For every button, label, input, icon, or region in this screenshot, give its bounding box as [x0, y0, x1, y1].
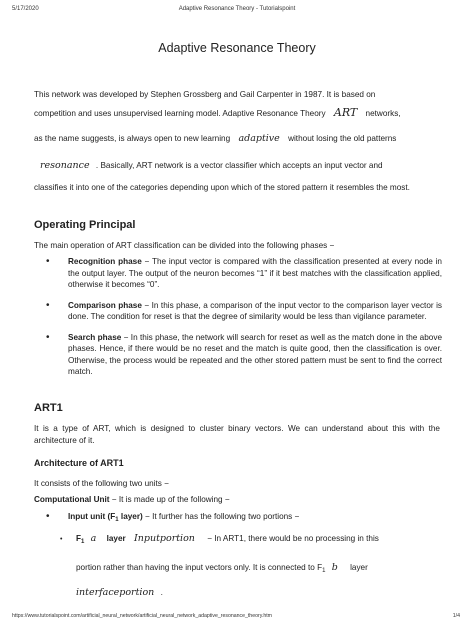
math-inputportion: Inputportion	[134, 533, 195, 544]
list-item: • Recognition phase − The input vector is compared with the classification presented at every node in the output layer. The output of the neuron becomes “1” if it best matches with the classification applied, otherwise it becomes “0”.	[46, 256, 442, 289]
math-b: b	[331, 562, 338, 573]
print-page-title: Adaptive Resonance Theory - Tutorialspoint	[178, 6, 296, 12]
heading-art1: ART1	[34, 402, 63, 414]
math-a: a	[90, 533, 97, 544]
f1a-line-2: portion rather than having the input vectors only. It is connected to $F_1$ b layer	[76, 562, 368, 574]
f1a-line-3: interfaceportion .	[76, 587, 163, 598]
intro-line-4: resonance . Basically, ART network is a vector classifier which accepts an input vector and	[40, 160, 383, 171]
page-number: 1/4	[452, 613, 460, 619]
art1-consists: It consists of the following two units −	[34, 479, 169, 488]
math-interfaceportion: interfaceportion	[76, 587, 155, 598]
document-title: Adaptive Resonance Theory	[158, 41, 316, 55]
term-recognition-phase: Recognition phase	[68, 257, 142, 266]
heading-architecture-art1: Architecture of ART1	[34, 458, 124, 468]
list-item: • Comparison phase − In this phase, a comparison of the input vector to the comparison layer vector is done. The condition for reset is that the degree of similarity would be less than vigilance parameter.	[46, 299, 442, 321]
bullet: •	[60, 536, 63, 543]
bullet: •	[46, 511, 50, 522]
f1a-item: • $F_1$ a layer Inputportion − In ART1, there would be no processing in this	[60, 533, 379, 545]
math-art: ART	[333, 106, 358, 119]
phases-list	[46, 256, 442, 378]
bullet: •	[46, 299, 50, 311]
input-unit-item: • Input unit ($F_1$ layer) − It further has the following two portions −	[46, 511, 300, 523]
intro-line-1: This network was developed by Stephen Grossberg and Gail Carpenter in 1987. It is based on	[34, 90, 376, 99]
print-header	[0, 6, 474, 16]
intro-line-3: as the name suggests, is always open to new learning adaptive without losing the old patterns	[34, 133, 397, 144]
intro-line-2: competition and uses unsupervised learning model. Adaptive Resonance Theory ART networks,	[34, 106, 401, 119]
math-adaptive: adaptive	[238, 133, 280, 144]
intro-rest: classifies it into one of the categories depending upon which of the stored pattern it resembles the most.	[34, 183, 410, 192]
art1-text: It is a type of ART, which is designed to cluster binary vectors. We can understand about this with the architecture of it.	[34, 424, 440, 445]
math-resonance: resonance	[40, 160, 90, 171]
bullet: •	[46, 331, 50, 343]
computational-unit: Computational Unit − It is made up of the following −	[34, 495, 230, 504]
list-item: • Search phase − In this phase, the network will search for reset as well as the match done in the above phases. Hence, if there would be no reset and the match is quite good, then the classification is over. Otherwise, the process would be repeated and the other stored pattern must be sent to find the correct match.	[46, 331, 442, 376]
bullet: •	[46, 256, 50, 267]
term-comparison-phase: Comparison phase	[68, 300, 142, 310]
print-date: 5/17/2020	[12, 6, 39, 12]
heading-operating-principal: Operating Principal	[34, 219, 136, 231]
footer-url[interactable]: https://www.tutorialspoint.com/artificial_neural_network/artificial_neural_network_adaptive_resonance_theory.htm	[12, 613, 272, 619]
term-search-phase: Search phase	[68, 332, 122, 342]
operating-intro: The main operation of ART classification can be divided into the following phases −	[34, 241, 335, 250]
